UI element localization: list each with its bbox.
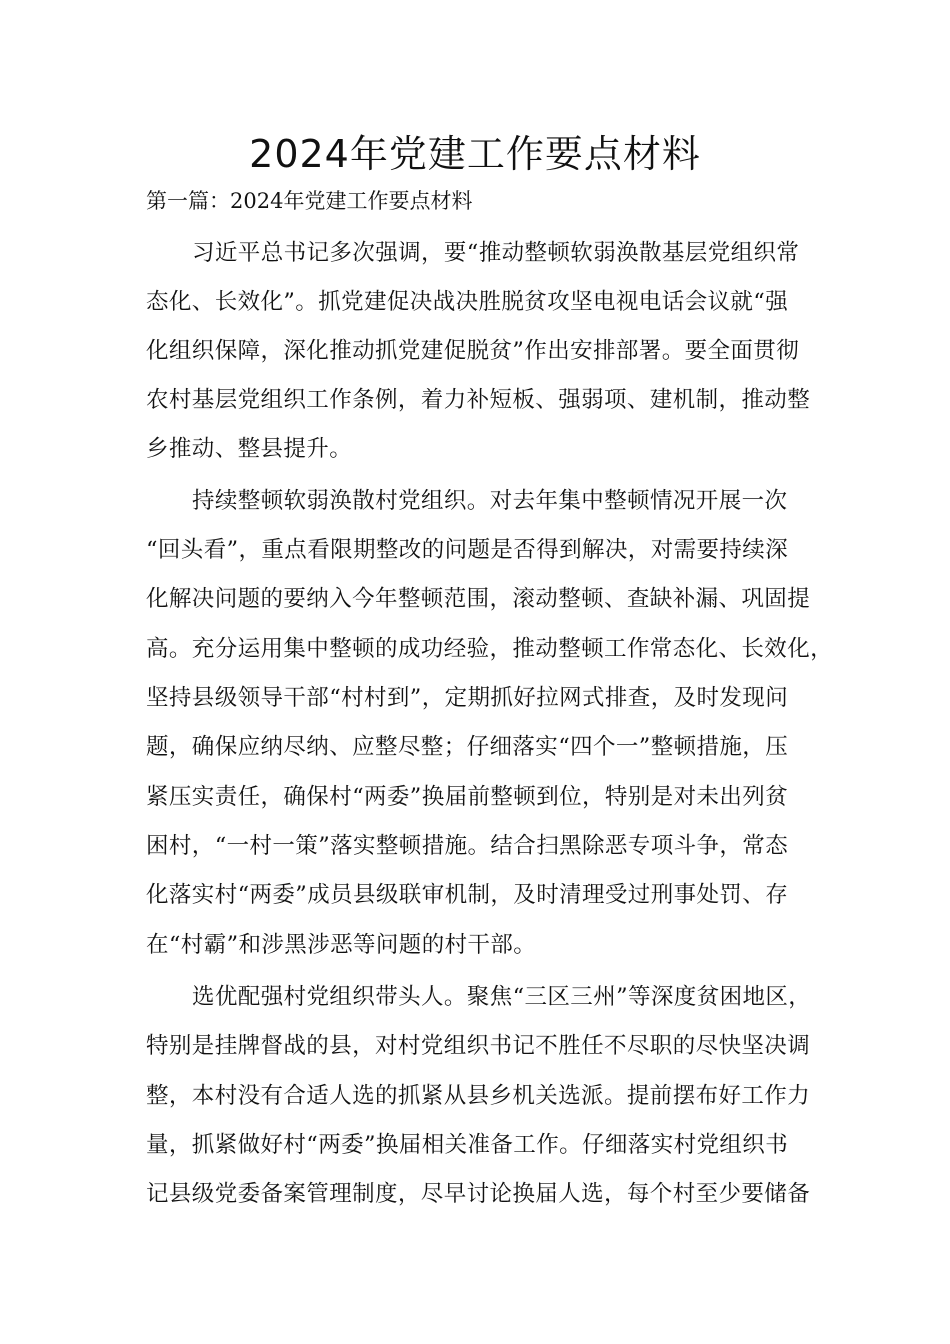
paragraph-3-line-5: 记县级党委备案管理制度，尽早讨论换届人选，每个村至少要储备 [146, 1181, 811, 1207]
paragraph-2-line-9: 化落实村“两委”成员县级联审机制，及时清理受过刑事处罚、存 [146, 882, 789, 908]
paragraph-1-line-2: 态化、长效化”。抓党建促决战决胜脱贫攻坚电视电话会议就“强 [146, 289, 789, 315]
paragraph-2-line-5: 坚持县级领导干部“村村到”，定期抓好拉网式排查，及时发现问 [146, 685, 789, 711]
paragraph-2-line-1: 持续整顿软弱涣散村党组织。对去年集中整顿情况开展一次 [192, 488, 788, 514]
paragraph-2-line-3: 化解决问题的要纳入今年整顿范围，滚动整顿、查缺补漏、巩固提 [146, 586, 811, 612]
paragraph-1-line-3: 化组织保障，深化推动抓党建促脱贫”作出安排部署。要全面贯彻 [146, 338, 800, 364]
paragraph-2-line-6: 题，确保应纳尽纳、应整尽整；仔细落实“四个一”整顿措施，压 [146, 734, 789, 760]
paragraph-1-line-4: 农村基层党组织工作条例，着力补短板、强弱项、建机制，推动整 [146, 387, 811, 413]
paragraph-1-line-1: 习近平总书记多次强调，要“推动整顿软弱涣散基层党组织常 [192, 240, 800, 266]
paragraph-2-line-4: 高。充分运用集中整顿的成功经验，推动整顿工作常态化、长效化， [146, 636, 834, 662]
paragraph-2-line-10: 在“村霸”和涉黑涉恶等问题的村干部。 [146, 932, 537, 958]
document-title: 2024年党建工作要点材料 [249, 132, 701, 176]
paragraph-3-line-3: 整，本村没有合适人选的抓紧从县乡机关选派。提前摆布好工作力 [146, 1083, 811, 1109]
paragraph-2-line-8: 困村，“一村一策”落实整顿措施。结合扫黑除恶专项斗争，常态 [146, 833, 789, 859]
paragraph-1-line-5: 乡推动、整县提升。 [146, 436, 353, 462]
paragraph-3-line-2: 特别是挂牌督战的县，对村党组织书记不胜任不尽职的尽快坚决调 [146, 1033, 811, 1059]
paragraph-2-line-2: “回头看”，重点看限期整改的问题是否得到解决，对需要持续深 [146, 537, 789, 563]
document-subtitle: 第一篇：2024年党建工作要点材料 [146, 189, 473, 213]
paragraph-2-line-7: 紧压实责任，确保村“两委”换届前整顿到位，特别是对未出列贫 [146, 784, 789, 810]
paragraph-3-line-4: 量，抓紧做好村“两委”换届相关准备工作。仔细落实村党组织书 [146, 1132, 789, 1158]
paragraph-3-line-1: 选优配强村党组织带头人。聚焦“三区三州”等深度贫困地区， [192, 984, 812, 1010]
